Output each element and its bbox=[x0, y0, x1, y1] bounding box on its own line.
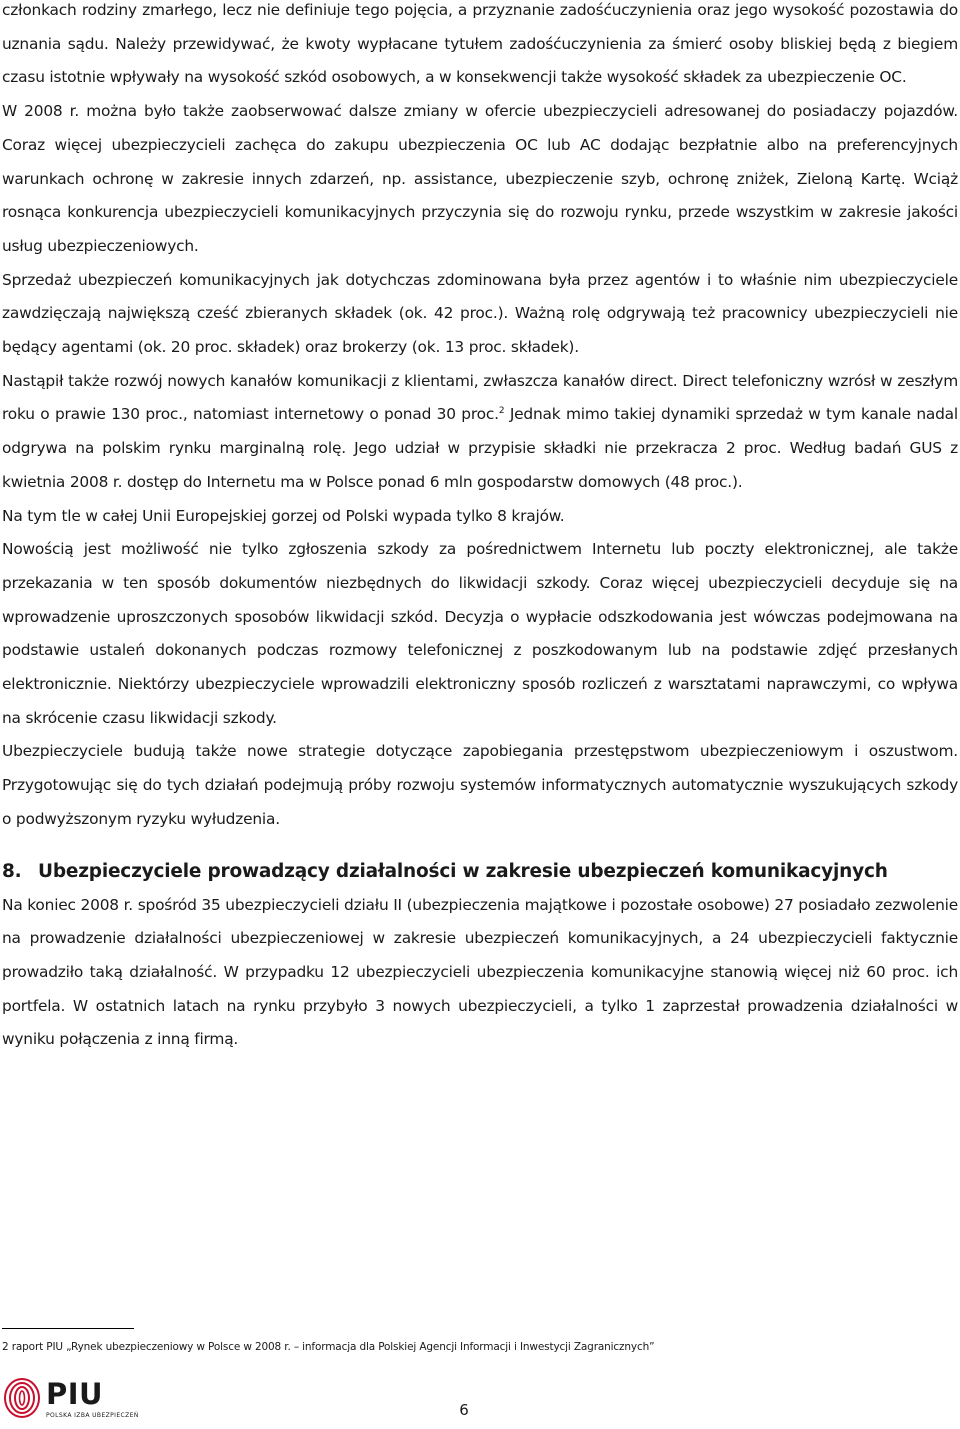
paragraph-oc-compensation: członkach rodziny zmarłego, lecz nie definiuje tego pojęcia, a przyznanie zadośćuczynienia oraz jego wysokość pozostawia do uznania sądu. Należy przewidywać, że kwoty wypłacane tytułem zadośćuczynienia za śmierć osoby bliskiej będą z biegiem czasu istotnie wpływały na wysokość szkód osobowych, a w konsekwencji także wysokość składek za ubezpieczenie OC. bbox=[2, 1, 958, 87]
direct-channels-text-continued: Jednak mimo takiej dynamiki sprzedaż w tym kanale nadal odgrywa na polskim rynku marginalną rolę. Jego udział w przypisie składki nie przekracza 2 proc. Według badań GUS z kwietnia 2008 r. dostęp do Internetu ma w Polsce ponad 6 mln gospodarstw domowych (48 proc.). bbox=[2, 405, 958, 491]
footnote-divider bbox=[2, 1328, 134, 1329]
page-number: 6 bbox=[459, 1401, 469, 1419]
section-number: 8. bbox=[2, 860, 22, 882]
paragraph-direct-channels bbox=[2, 365, 958, 500]
piu-logo bbox=[2, 1376, 139, 1426]
logo-wordmark: PIU bbox=[46, 1377, 104, 1411]
paragraph-fraud-prevention: Ubezpieczyciele budują także nowe strategie dotyczące zapobiegania przestępstwom ubezpieczeniowym i oszustwom. Przygotowując się do tych działań podejmują próby rozwoju systemów informatycznych automatycznie wyszukujących szkody o podwyższonym ryzyku wyłudzenia. bbox=[2, 742, 958, 828]
logo-subtitle: POLSKA IZBA UBEZPIECZEŃ bbox=[46, 1412, 139, 1419]
paragraph-sales-channels: Sprzedaż ubezpieczeń komunikacyjnych jak dotychczas zdominowana była przez agentów i to właśnie nim ubezpieczyciele zawdzięczają największą cześć zbieranych składek (ok. 42 proc.). Ważną rolę odgrywają też pracownicy ubezpieczycieli nie będący agentami (ok. 20 proc. składek) oraz brokerzy (ok. 13 proc. składek). bbox=[2, 270, 958, 357]
paragraph-eu-comparison: Na tym tle w całej Unii Europejskiej gorzej od Polski wypada tylko 8 krajów. bbox=[2, 506, 565, 525]
footnote: 2 raport PIU „Rynek ubezpieczeniowy w Polsce w 2008 r. – informacja dla Polskiej Agencji Informacji i Inwestycji Zagranicznych” bbox=[2, 1341, 655, 1353]
section-heading bbox=[2, 855, 958, 889]
footnote-reference[interactable]: 2 bbox=[498, 406, 505, 417]
direct-channels-text: Nastąpił także rozwój nowych kanałów komunikacji z klientami, zwłaszcza kanałów direct. Direct telefoniczny wzrósł w zeszłym roku o prawie 130 proc., natomiast internetowy o ponad 30 proc. bbox=[2, 371, 958, 424]
piu-emblem-icon bbox=[2, 1376, 42, 1420]
section-title: Ubezpieczyciele prowadzący działalności w zakresie ubezpieczeń komunikacyjnych bbox=[38, 860, 888, 882]
paragraph-offer-changes: W 2008 r. można było także zaobserwować dalsze zmiany w ofercie ubezpieczycieli adresowanej do posiadaczy pojazdów. Coraz więcej ubezpieczycieli zachęca do zakupu ubezpieczenia OC lub AC dodając bezpłatnie albo na preferencyjnych warunkach ochronę w zakresie innych zdarzeń, np. assistance, ubezpieczenie szyb, ochronę zniżek, Zieloną Kartę. Wciąż rosnąca konkurencja ubezpieczycieli komunikacyjnych przyczynia się do rozwoju rynku, przede wszystkim w zakresie jakości usług ubezpieczeniowych. bbox=[2, 102, 958, 255]
paragraph-insurers-count: Na koniec 2008 r. spośród 35 ubezpieczycieli działu II (ubezpieczenia majątkowe i pozostałe osobowe) 27 posiadało zezwolenie na prowadzenie działalności ubezpieczeniowej w zakresie ubezpieczeń komunikacyjnych, a 24 ubezpieczycieli faktycznie prowadziło taką działalność. W przypadku 12 ubezpieczycieli ubezpieczenia komunikacyjne stanowią więcej niż 60 proc. ich portfela. W ostatnich latach na rynku przybyło 3 nowych ubezpieczycieli, a tylko 1 zaprzestał prowadzenia działalności w wyniku połączenia z inną firmą. bbox=[2, 895, 958, 1049]
body-text bbox=[2, 0, 958, 1057]
paragraph-claims-online: Nowością jest możliwość nie tylko zgłoszenia szkody za pośrednictwem Internetu lub poczty elektronicznej, ale także przekazania w ten sposób dokumentów niezbędnych do likwidacji szkody. Coraz więcej ubezpieczycieli decyduje się na wprowadzenie uproszczonych sposobów likwidacji szkód. Decyzja o wypłacie odszkodowania jest wówczas podejmowana na podstawie ustaleń dokonanych podczas rozmowy telefonicznej z poszkodowanym lub na podstawie zdjęć przesłanych elektronicznie. Niektórzy ubezpieczyciele wprowadzili elektroniczny sposób rozliczeń z warsztatami naprawczymi, co wpływa na skrócenie czasu likwidacji szkody. bbox=[2, 540, 958, 727]
